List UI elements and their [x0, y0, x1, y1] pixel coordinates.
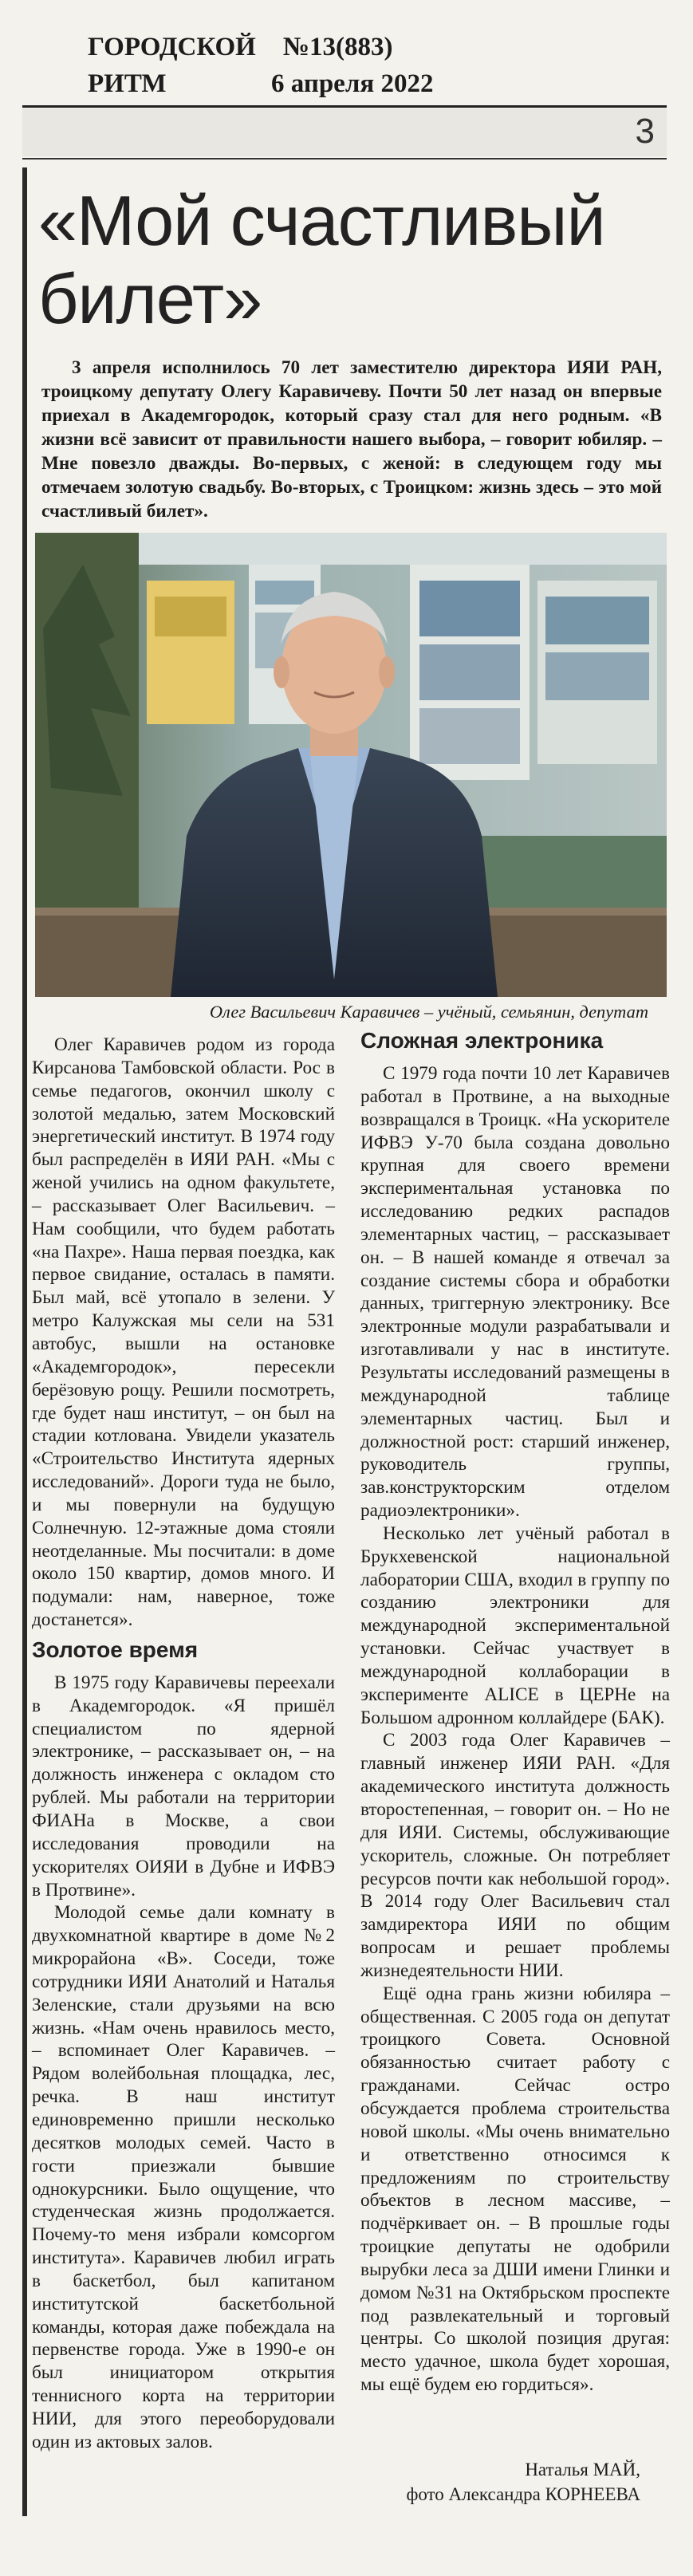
right-column: [360, 1022, 670, 2397]
paragraph: С 2003 года Олег Каравичев – главный инженер ИЯИ РАН. «Для академического института должность второстепенная, – говорит он. – Но не для ИЯИ. Системы, обслуживающие ускоритель, сложные. Он потребляет ресурсов почти как небольшой город». В 2014 году Олег Васильевич стал замдиректора ИЯИ по общим вопросам и решает проблемы жизнедеятельности НИИ.: [360, 1730, 670, 1981]
headline-line-2: билет»: [38, 259, 262, 338]
left-margin-bar: [22, 167, 27, 2516]
page-header-band: [22, 108, 667, 156]
photo-caption: Олег Васильевич Каравичев – учёный, семьянин, депутат: [209, 1002, 648, 1022]
byline: [406, 2457, 640, 2507]
paragraph: Олег Каравичев родом из города Кирсанова Тамбовской области. Рос в семье педагогов, окончил школу с золотой медалью, затем Московский энергетический институт. В 1974 году был распределён в ИЯИ РАН. «Мы с женой учились на одном факультете, – рассказывает Олег Васильевич. – Нам сообщили, что будем работать «на Пахре». Наша первая поездка, как первое свидание, осталась в памяти. Был май, всё утопало в зелени. У метро Калужская мы сели на 531 автобус, вышли на остановке «Академгородок», пересекли берёзовую рощу. Решили посмотреть, где будет наш институт, – он был на стадии котлована. Увидели указатель «Строительство Института ядерных исследований». Дороги туда не было, и мы повернули на будущую Солнечную. 12-этажные дома стояли неотделанные. Мы посчитали: в доме около 150 квартир, домов много. И подумали: нам, наверное, тоже достанется».: [32, 1034, 335, 1631]
subheading-golden-time: Золотое время: [32, 1637, 199, 1662]
photo-credit: фото Александра КОРНЕЕВА: [406, 2484, 640, 2504]
top-rule: [22, 105, 667, 108]
left-column: [32, 1034, 335, 2454]
author-name: Наталья МАЙ,: [525, 2460, 640, 2479]
article-lead: 3 апреля исполнилось 70 лет заместителю директора ИЯИ РАН, троицкому депутату Олегу Каравичеву. Почти 50 лет назад он впервые приехал в Академгородок, который сразу стал для него родным. «В жизни всё зависит от правильности нашего выбора, – говорит юбиляр. – Мне повезло дважды. Во-первых, с женой: в следующем году мы отмечаем золотую свадьбу. Во-вторых, с Троицком: жизнь здесь – это мой счастливый билет».: [41, 357, 662, 522]
portrait-photo: [35, 533, 667, 997]
paragraph: Ещё одна грань жизни юбиляра – общественная. С 2005 года он депутат троицкого Совета. Основной обязанностью считает работу с гражданами. Сейчас остро обсуждается проблема строительства новой школы. «Мы очень внимательно и ответственно относимся к предложениям по строительству объектов в лесном массиве, – подчёркивает он. – В прошлые годы троицкие депутаты не одобрили вырубки леса за ДШИ имени Глинки и домом №31 на Октябрьском проспекте под развлекательный и торговый центры. Со школой позиция другая: место удачное, школа будет хорошая, мы ещё будем ею гордиться».: [360, 1983, 670, 2396]
paragraph: В 1975 году Каравичевы переехали в Академгородок. «Я пришёл специалистом по ядерной электронике, – рассказывает он, – на должность инженера с окладом сто рублей. Мы работали на территории ФИАНа в Москве, а свои исследования проводили на ускорителях ОИЯИ в Дубне и ИФВЭ в Протвине».: [32, 1672, 335, 1900]
masthead: [88, 29, 693, 100]
paragraph: С 1979 года почти 10 лет Каравичев работал в Протвине, а на выходные возвращался в Троицк. «На ускорителе ИФВЭ У-70 была создана довольно крупная для своего времени экспериментальная установка по исследованию редких распадов элементарных частиц, – рассказывает он. – В нашей команде я отвечал за создание системы сбора и обработки данных, триггерную электронику. Все электронные модули разрабатывали и изготавливали у нас в институте. Результаты исследований размещены в международной таблице элементарных частиц. Был и должностной рост: старший инженер, руководитель группы, зав.конструкторским отделом радиоэлектроники».: [360, 1063, 670, 1522]
article-headline: [38, 182, 660, 338]
headline-line-1: «Мой счастливый: [38, 181, 605, 260]
issue-date: 6 апреля 2022: [271, 69, 434, 98]
header-rule: [22, 158, 667, 160]
issue-number: №13(883): [282, 33, 393, 61]
paragraph: Молодой семье дали комнату в двухкомнатной квартире в доме №2 микрорайона «В». Соседи, тоже сотрудники ИЯИ Анатолий и Наталья Зеленские, стали друзьями на всю жизнь. «Нам очень нравилось место, – вспоминает Олег Каравичев. – Рядом волейбольная площадка, лес, речка. В наш институт единовременно пришли несколько десятков молодых семей. Часто в гости приезжали бывшие однокурсники. Было ощущение, что студенческая жизнь продолжается. Почему-то меня избрали комсоргом института». Каравичев любил играть в баскетбол, был капитаном институтской баскетбольной команды, которая даже побеждала на первенстве города. Уже в 1990-е он был инициатором открытия теннисного корта на территории НИИ, для этого переоборудовали один из актовых залов.: [32, 1902, 335, 2452]
paragraph: Несколько лет учёный работал в Брукхевенской национальной лаборатории США, входил в группу по созданию электроники для международной экспериментальной установки. Сейчас участвует в международной коллаборации в эксперименте ALICE в ЦЕРНе на Большом адронном коллайдере (БАК).: [360, 1522, 670, 1728]
page-number: 3: [635, 112, 655, 151]
paper-name-line1: ГОРОДСКОЙ: [88, 33, 256, 61]
subheading-complex-electronics: Сложная электроника: [360, 1028, 604, 1053]
paper-name-line2: РИТМ: [88, 69, 167, 98]
